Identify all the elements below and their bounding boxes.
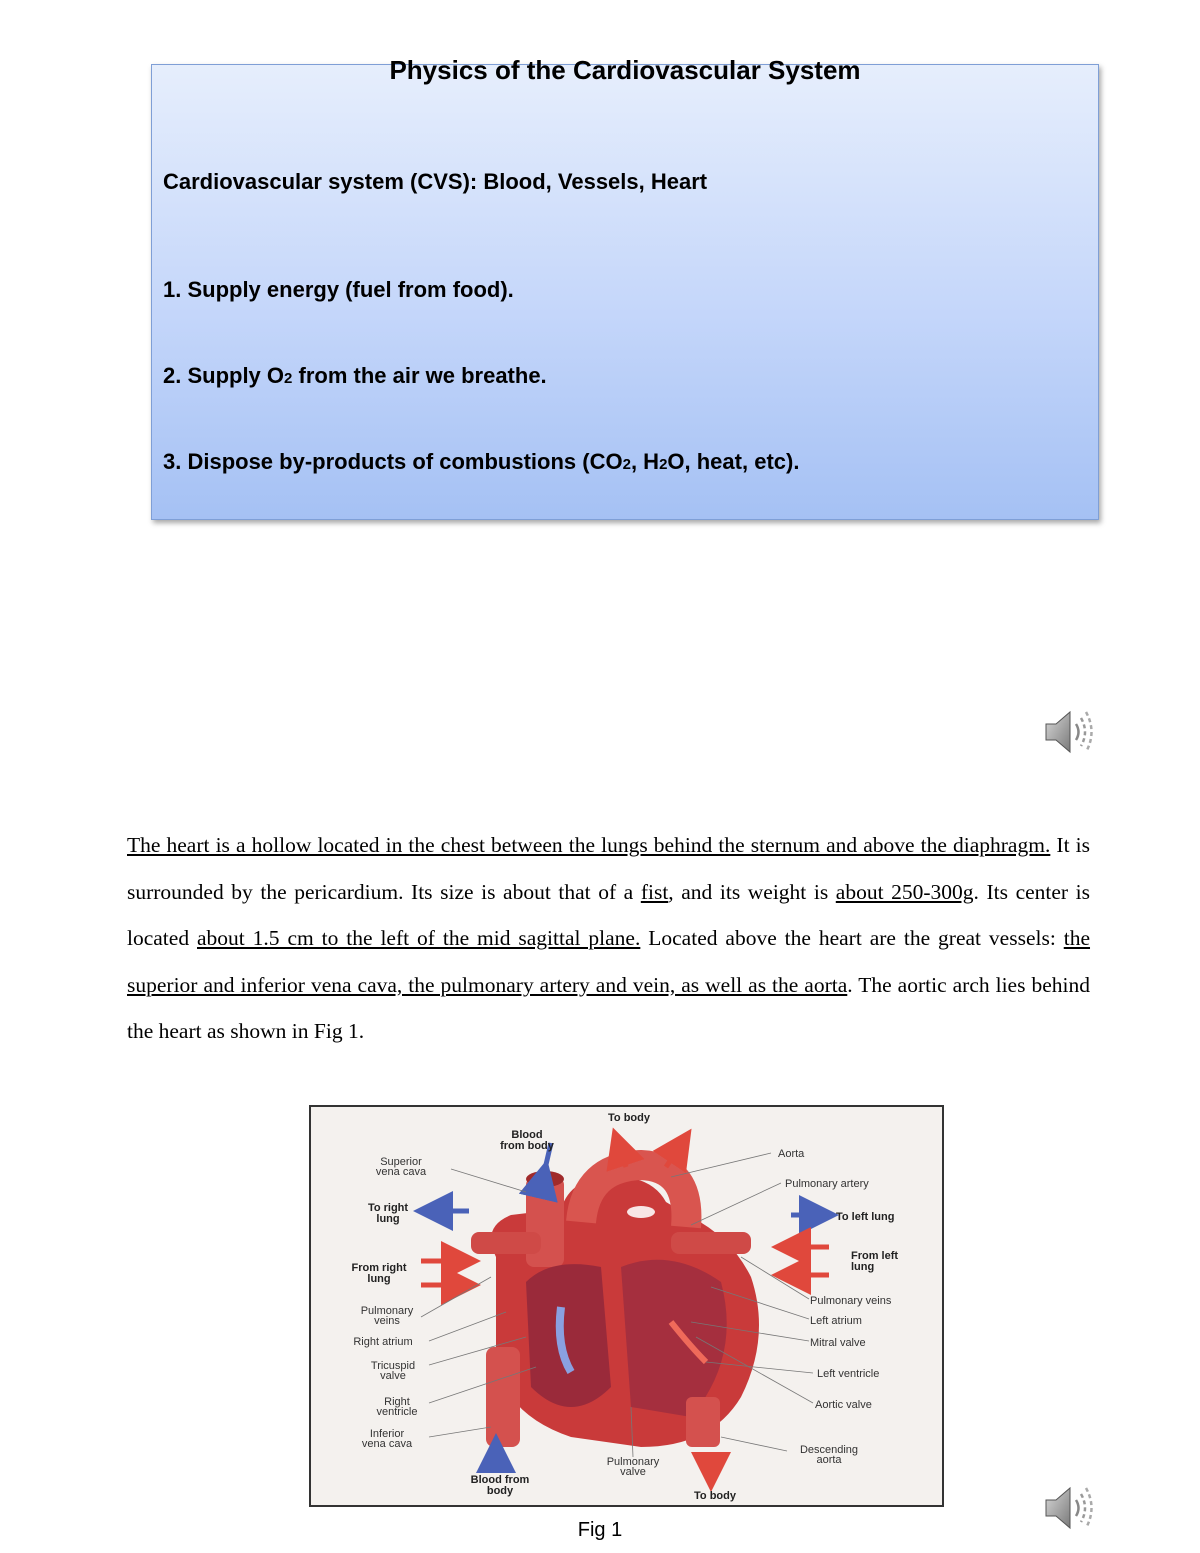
label-descending-aorta-2: aorta [816, 1454, 842, 1466]
item3-subscript-1: 2 [622, 456, 631, 473]
label-left-atrium: Left atrium [810, 1315, 862, 1327]
para-weight-underlined: about 250-300g [835, 879, 974, 904]
label-from-left-lung-2: lung [851, 1261, 875, 1273]
label-mitral-valve: Mitral valve [810, 1337, 866, 1349]
para-vessels-underlined: the superior and inferior vena cava, the pulmonary artery and vein, as well as the aorta [127, 926, 1091, 997]
label-to-right-lung-2: lung [376, 1213, 400, 1225]
label-tricuspid-valve: Tricuspid [370, 1360, 416, 1372]
function-item-3 [163, 449, 799, 475]
item3-text-end: O, heat, etc). [667, 449, 800, 474]
para-fist-underlined: fist [640, 879, 669, 904]
function-item-1: 1. Supply energy (fuel from food). [163, 277, 514, 302]
summary-title: Physics of the Cardiovascular System [389, 55, 861, 85]
label-pulmonary-valve: Pulmonary [606, 1456, 660, 1468]
label-pulmonary-artery: Pulmonary artery [785, 1178, 869, 1190]
label-from-right-lung: From right [351, 1262, 407, 1274]
item3-text: 3. Dispose by-products of combustions (CO [163, 449, 623, 474]
speaker-icon[interactable] [1040, 702, 1100, 762]
label-from-right-lung-2: lung [367, 1273, 391, 1285]
heart-diagram [309, 1105, 944, 1507]
label-left-ventricle: Left ventricle [817, 1368, 880, 1380]
cvs-definition: Cardiovascular system (CVS): Blood, Vessels, Heart [163, 169, 708, 194]
label-to-body-top: To body [608, 1112, 650, 1124]
para-center-underlined: about 1.5 cm to the left of the mid sagittal plane. [197, 926, 641, 951]
label-superior-vena-cava: Superior [380, 1156, 422, 1168]
function-item-2 [163, 363, 547, 389]
para-text: . The aortic arch lies behind the heart as shown in Fig 1. [127, 972, 1090, 1044]
label-to-left-lung: To left lung [836, 1211, 895, 1223]
label-aortic-valve: Aortic valve [815, 1399, 872, 1411]
item3-text-mid: , H [630, 449, 660, 474]
para-text: It is surrounded by the pericardium. Its size is about that of a [127, 833, 1090, 904]
item3-subscript-2: 2 [659, 456, 668, 473]
label-inferior-vena-cava: Inferior [369, 1428, 405, 1440]
label-right-atrium: Right atrium [353, 1336, 413, 1348]
label-pulmonary-veins-left: Pulmonary [360, 1305, 414, 1317]
label-right-ventricle-2: ventricle [376, 1406, 418, 1418]
body-paragraph [127, 822, 1090, 1055]
label-aorta: Aorta [778, 1148, 805, 1160]
label-to-body-bottom: To body [694, 1490, 736, 1502]
label-tricuspid-valve-2: valve [380, 1370, 406, 1382]
item2-subscript: 2 [284, 370, 293, 387]
label-superior-vena-cava-2: vena cava [375, 1166, 427, 1178]
figure-caption: Fig 1 [577, 1519, 623, 1541]
label-to-right-lung: To right [367, 1202, 409, 1214]
para-text: . Its center is located [127, 879, 1091, 951]
label-pulmonary-veins-left-2: veins [374, 1315, 400, 1327]
label-inferior-vena-cava-2: vena cava [361, 1438, 413, 1450]
label-pulmonary-veins-right: Pulmonary veins [810, 1295, 892, 1307]
summary-box [151, 55, 1099, 520]
label-from-left-lung: From left [851, 1250, 899, 1262]
heart-illustration [311, 1107, 942, 1505]
label-descending-aorta: Descending [799, 1444, 859, 1456]
label-right-ventricle: Right [384, 1396, 410, 1408]
right-ventricle [526, 1264, 611, 1407]
label-blood-from-body-bottom-2: body [486, 1485, 514, 1497]
label-blood-from-body-bottom: Blood from [470, 1474, 530, 1486]
inferior-vena-cava [486, 1347, 520, 1447]
para-text: , and its weight is [668, 879, 836, 904]
label-blood-from-body-top-2: from body [500, 1140, 554, 1152]
para-location-underlined: The heart is a hollow located in the chest between the lungs behind the sternum and above the diaphragm. [127, 833, 1051, 857]
para-text: Located above the heart are the great vessels: [640, 926, 1064, 951]
item2-text-end: from the air we breathe. [292, 363, 547, 388]
descending-aorta [686, 1397, 720, 1447]
label-blood-from-body-top: Blood [511, 1129, 543, 1141]
label-pulmonary-valve-2: valve [620, 1466, 646, 1478]
item2-text: 2. Supply O [163, 363, 285, 388]
